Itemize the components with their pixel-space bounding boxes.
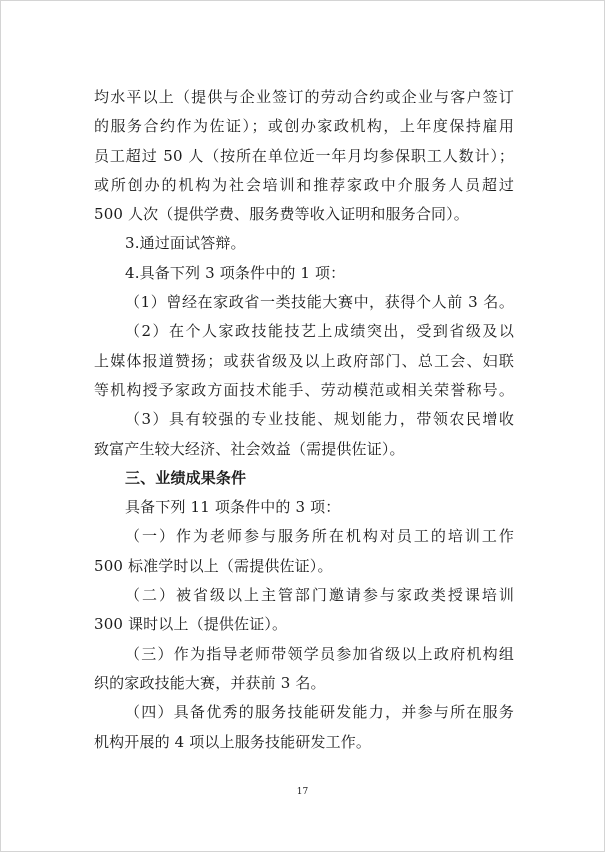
section-heading: 三、业绩成果条件 [125, 468, 247, 487]
condition-4-line-2: 机构开展的 4 项以上服务技能研发工作。 [94, 732, 372, 751]
condition-3-line-2: 织的家政技能大赛，并获前 3 名。 [94, 673, 326, 692]
document-body [94, 83, 514, 757]
subitem-3-line-1: （3）具有较强的专业技能、规划能力，带领农民增收 [125, 410, 514, 429]
section-intro-line: 具备下列 11 项条件中的 3 项： [125, 498, 341, 517]
condition-2-line-1: （二）被省级以上主管部门邀请参与家政类授课培训 [125, 586, 514, 605]
condition-1-line-2: 500 标准学时以上（需提供佐证）。 [94, 556, 333, 575]
subitem-3-line-2: 致富产生较大经济、社会效益（需提供佐证）。 [94, 439, 405, 458]
subitem-2-line-1: （2）在个人家政技能技艺上成绩突出，受到省级及以 [125, 322, 514, 341]
page-number: 17 [296, 787, 309, 797]
text-line-2: 的服务合约作为佐证）；或创办家政机构，上年度保持雇用 [94, 117, 514, 136]
item-3-line: 3.通过面试答辩。 [125, 234, 246, 253]
text-line-3: 员工超过 50 人（按所在单位近一年月均参保职工人数计）； [94, 146, 514, 165]
item-4-line: 4.具备下列 3 项条件中的 1 项： [125, 263, 346, 282]
subitem-1-line: （1）曾经在家政省一类技能大赛中，获得个人前 3 名。 [125, 293, 514, 312]
condition-2-line-2: 300 课时以上（提供佐证）。 [94, 615, 288, 634]
subitem-2-line-2: 上媒体报道赞扬；或获省级及以上政府部门、总工会、妇联 [94, 351, 514, 370]
condition-4-line-1: （四）具备优秀的服务技能研发能力，并参与所在服务 [125, 703, 514, 722]
text-line-1: 均水平以上（提供与企业签订的劳动合约或企业与客户签订 [94, 88, 514, 106]
condition-3-line-1: （三）作为指导老师带领学员参加省级以上政府机构组 [125, 644, 514, 663]
condition-1-line-1: （一）作为老师参与服务所在机构对员工的培训工作 [125, 527, 514, 546]
subitem-2-line-3: 等机构授予家政方面技术能手、劳动模范或相关荣誉称号。 [94, 380, 514, 399]
text-line-4: 或所创办的机构为社会培训和推荐家政中介服务人员超过 [94, 175, 514, 194]
text-line-5: 500 人次（提供学费、服务费等收入证明和服务合同）。 [94, 205, 469, 224]
